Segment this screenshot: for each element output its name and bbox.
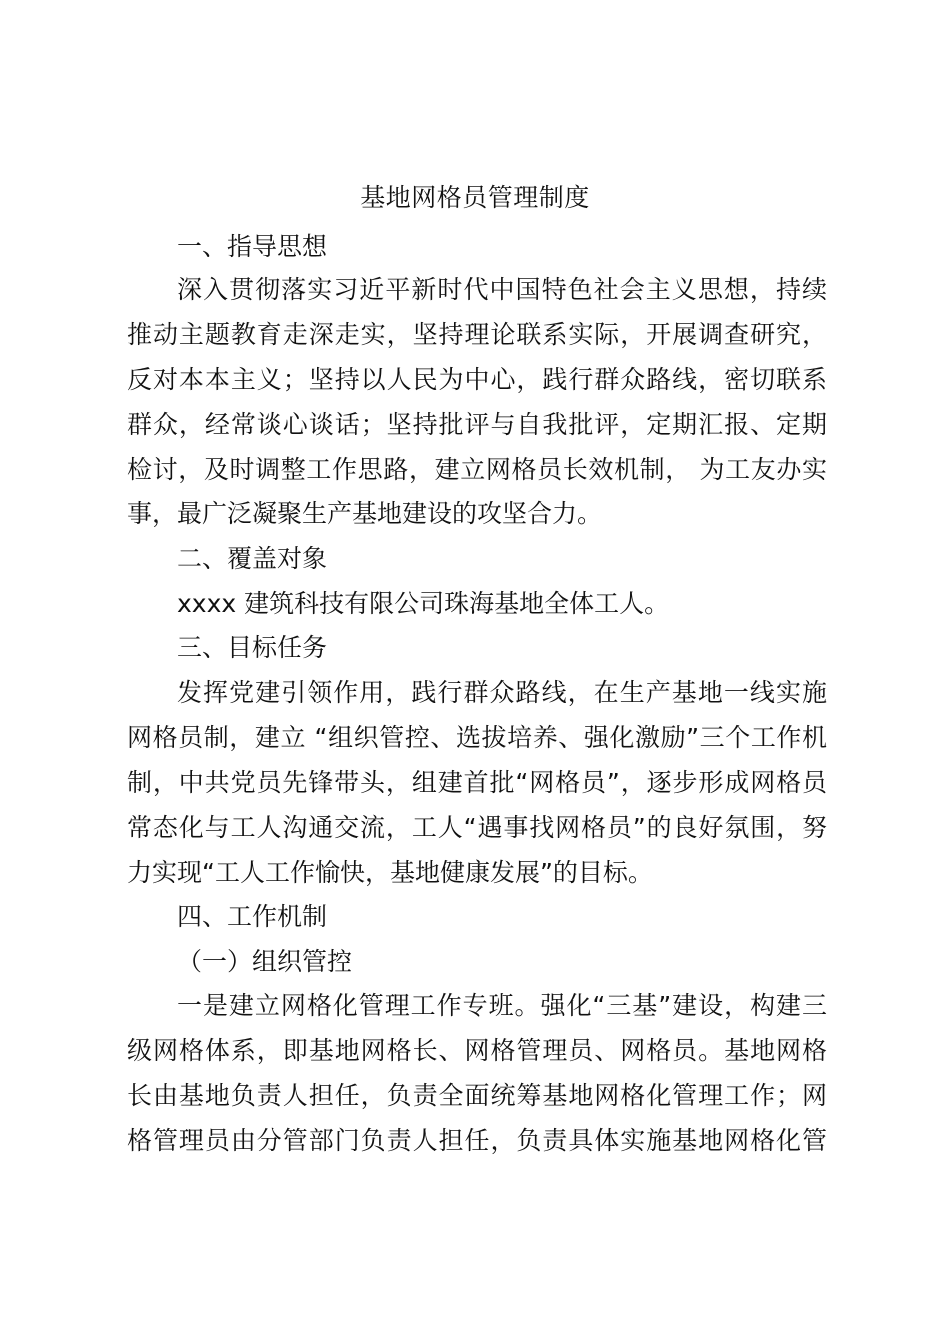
paragraph-line: 长由基地负责人担任，负责全面统筹基地网格化管理工作；网 bbox=[127, 1081, 827, 1110]
paragraph-line: 推动主题教育走深走实，坚持理论联系实际，开展调查研究， bbox=[127, 320, 827, 349]
paragraph-line: 深入贯彻落实习近平新时代中国特色社会主义思想，持续 bbox=[177, 275, 827, 304]
paragraph-line: 反对本本主义；坚持以人民为中心，践行群众路线，密切联系 bbox=[127, 365, 827, 394]
section-heading-work-mechanism: 四、工作机制 bbox=[177, 902, 328, 931]
paragraph-line: 检讨，及时调整工作思路，建立网格员长效机制， 为工友办实 bbox=[127, 455, 827, 484]
paragraph-line: 网格员制，建立 “组织管控、选拔培养、强化激励”三个工作机 bbox=[127, 723, 827, 752]
paragraph-line: xxxx 建筑科技有限公司珠海基地全体工人。 bbox=[177, 589, 670, 618]
subsection-heading-organization: （一）组织管控 bbox=[177, 947, 353, 976]
paragraph-line: 常态化与工人沟通交流，工人“遇事找网格员”的良好氛围，努 bbox=[127, 813, 827, 842]
section-heading-objectives: 三、目标任务 bbox=[177, 633, 328, 662]
section-heading-coverage: 二、覆盖对象 bbox=[177, 544, 328, 573]
paragraph-line: 格管理员由分管部门负责人担任，负责具体实施基地网格化管 bbox=[127, 1126, 827, 1155]
paragraph-line: 制，中共党员先锋带头，组建首批“网格员”，逐步形成网格员 bbox=[127, 768, 827, 797]
paragraph-line: 事，最广泛凝聚生产基地建设的攻坚合力。 bbox=[127, 499, 603, 528]
paragraph-line: 群众，经常谈心谈话；坚持批评与自我批评，定期汇报、定期 bbox=[127, 410, 827, 439]
paragraph-line: 一是建立网格化管理工作专班。强化“三基”建设，构建三 bbox=[177, 991, 827, 1020]
document-title: 基地网格员管理制度 bbox=[360, 183, 590, 212]
paragraph-line: 发挥党建引领作用，践行群众路线，在生产基地一线实施 bbox=[177, 678, 827, 707]
paragraph-line: 力实现“工人工作愉快，基地健康发展”的目标。 bbox=[127, 858, 653, 887]
section-heading-guiding-thought: 一、指导思想 bbox=[177, 232, 328, 261]
paragraph-line: 级网格体系，即基地网格长、网格管理员、网格员。基地网格 bbox=[127, 1036, 827, 1065]
